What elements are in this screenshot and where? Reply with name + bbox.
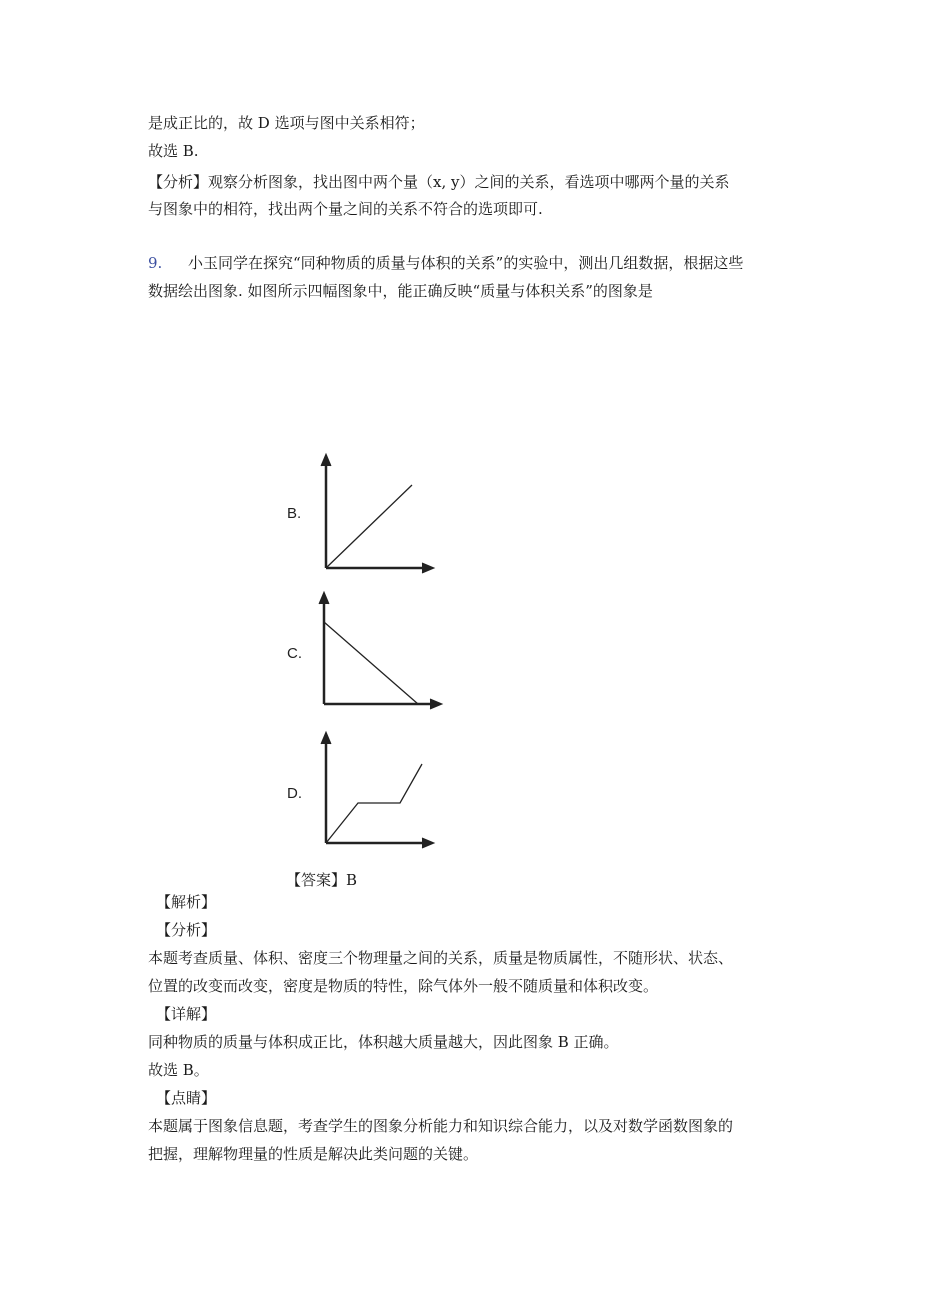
solution-xiangjie-line-1: 同种物质的质量与体积成正比，体积越大质量越大，因此图象 B 正确。 xyxy=(148,1033,619,1051)
option-c-label: C. xyxy=(287,645,302,662)
solution-fenxi-line-2: 位置的改变而改变，密度是物质的特性，除气体外一般不随质量和体积改变。 xyxy=(148,977,659,995)
option-b-y-arrow xyxy=(321,454,331,466)
option-b-curve xyxy=(326,485,412,568)
option-b-graph xyxy=(316,450,436,575)
option-d-label: D. xyxy=(287,785,302,802)
option-d-x-arrow xyxy=(422,838,434,848)
solution-jiexi-heading: 【解析】 xyxy=(156,893,217,911)
prev-analysis-line-2: 与图象中的相符，找出两个量之间的关系不符合的选项即可. xyxy=(148,200,543,218)
option-b-label: B. xyxy=(287,505,302,522)
question-number: 9. xyxy=(148,254,163,272)
option-c-x-arrow xyxy=(430,699,442,709)
option-d-curve xyxy=(326,764,422,843)
solution-fenxi-heading: 【分析】 xyxy=(156,921,217,939)
option-d-graph xyxy=(316,728,436,853)
question-text-line-1: 小玉同学在探究“同种物质的质量与体积的关系”的实验中，测出几组数据，根据这些 xyxy=(188,254,744,272)
option-c-graph xyxy=(314,588,444,713)
option-b-x-arrow xyxy=(422,563,434,573)
option-c-curve xyxy=(324,622,418,704)
solution-xiangjie-line-2: 故选 B。 xyxy=(148,1061,209,1079)
solution-dianjing-line-1: 本题属于图象信息题，考查学生的图象分析能力和知识综合能力，以及对数学函数图象的 xyxy=(148,1117,734,1135)
prev-analysis-line-1: 【分析】观察分析图象，找出图中两个量（x, y）之间的关系，看选项中哪两个量的关系 xyxy=(148,173,730,191)
solution-dianjing-line-2: 把握，理解物理量的性质是解决此类问题的关键。 xyxy=(148,1145,479,1163)
option-c-y-arrow xyxy=(319,592,329,604)
solution-dianjing-heading: 【点睛】 xyxy=(156,1089,217,1107)
solution-xiangjie-heading: 【详解】 xyxy=(156,1005,217,1023)
prev-solution-line-1: 是成正比的，故 D 选项与图中关系相符； xyxy=(148,114,425,132)
prev-solution-line-2: 故选 B. xyxy=(148,142,199,160)
question-text-line-2: 数据绘出图象. 如图所示四幅图象中，能正确反映“质量与体积关系”的图象是 xyxy=(148,282,653,300)
option-d-y-arrow xyxy=(321,732,331,744)
solution-fenxi-line-1: 本题考查质量、体积、密度三个物理量之间的关系，质量是物质属性，不随形状、状态、 xyxy=(148,949,734,967)
answer: 【答案】B xyxy=(286,871,358,889)
